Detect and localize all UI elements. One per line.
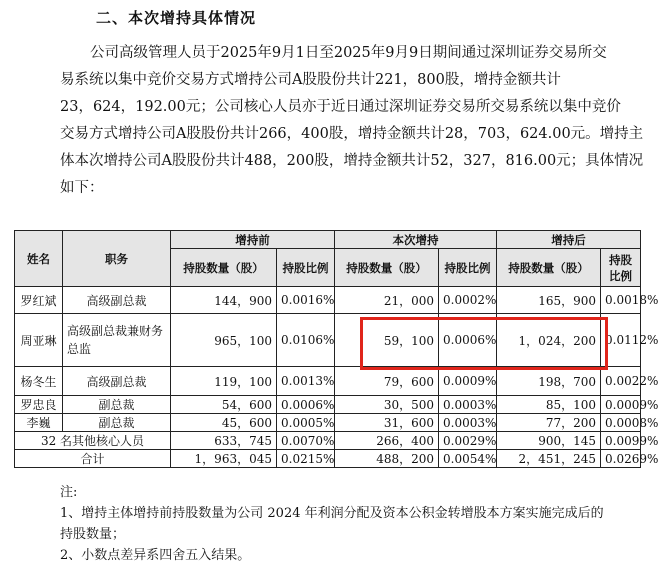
section-heading: 二、本次增持具体情况 (96, 9, 257, 27)
cell-position: 高级副总裁 (63, 287, 171, 314)
header-position: 职务 (63, 231, 171, 287)
paragraph-line: 体本次增持公司A股股份共计488，200股，增持金额共计52，327，816.00元；具体情况 (60, 153, 644, 169)
header-ratio: 持股比例 (439, 249, 497, 287)
header-ratio: 持股比例 (601, 249, 641, 287)
holdings-table (14, 230, 659, 468)
cell-after-shares: 2，451，245 (497, 450, 601, 468)
cell-after-ratio: 0.0022% (601, 367, 641, 396)
cell-before-ratio: 0.0005% (277, 414, 335, 432)
cell-before-ratio: 0.0016% (277, 287, 335, 314)
paragraph-line: 交易方式增持公司A股股份共计266，400股，增持金额共计28，703，624.00元。增持主 (60, 126, 644, 142)
cell-position: 副总裁 (63, 396, 171, 414)
cell-name: 李巍 (15, 414, 63, 432)
cell-before-shares: 1，963，045 (171, 450, 277, 468)
cell-before-ratio: 0.0013% (277, 367, 335, 396)
header-shares: 持股数量（股） (171, 249, 277, 287)
table-row-total (15, 450, 641, 468)
paragraph-line: 23，624，192.00元；公司核心人员亦于近日通过深圳证券交易所交易系统以集中竞价 (60, 99, 621, 115)
cell-core-label: 32 名其他核心人员 (15, 432, 171, 450)
cell-after-ratio: 0.0099% (601, 432, 641, 450)
cell-after-shares: 77，200 (497, 414, 601, 432)
cell-after-ratio: 0.0018% (601, 287, 641, 314)
cell-inc-shares: 31，600 (335, 414, 439, 432)
cell-before-ratio: 0.0106% (277, 314, 335, 367)
cell-after-shares: 198，700 (497, 367, 601, 396)
cell-after-ratio: 0.0112% (601, 314, 641, 367)
header-name: 姓名 (15, 231, 63, 287)
cell-position: 高级副总裁 (63, 367, 171, 396)
note-line-1-cont: 持股数量； (60, 527, 126, 542)
cell-inc-ratio: 0.0029% (439, 432, 497, 450)
cell-inc-ratio: 0.0003% (439, 396, 497, 414)
cell-name: 周亚琳 (15, 314, 63, 367)
cell-before-shares: 54，600 (171, 396, 277, 414)
table-row (15, 314, 641, 367)
cell-after-shares: 1，024，200 (497, 314, 601, 367)
body-paragraph (60, 40, 644, 202)
cell-before-shares: 144，900 (171, 287, 277, 314)
cell-inc-ratio: 0.0003% (439, 414, 497, 432)
paragraph-line: 如下： (60, 180, 104, 196)
cell-inc-ratio: 0.0009% (439, 367, 497, 396)
cell-inc-shares: 266，400 (335, 432, 439, 450)
cell-inc-ratio: 0.0002% (439, 287, 497, 314)
header-shares: 持股数量（股） (497, 249, 601, 287)
table-row (15, 287, 641, 314)
cell-name: 杨冬生 (15, 367, 63, 396)
cell-name: 罗忠良 (15, 396, 63, 414)
header-this-time: 本次增持 (335, 231, 497, 249)
cell-before-shares: 633，745 (171, 432, 277, 450)
cell-inc-ratio: 0.0006% (439, 314, 497, 367)
cell-after-shares: 900，145 (497, 432, 601, 450)
cell-after-ratio: 0.0008% (601, 414, 641, 432)
cell-after-ratio: 0.0009% (601, 396, 641, 414)
cell-position: 高级副总裁兼财务总监 (63, 314, 171, 367)
table-row (15, 414, 641, 432)
cell-before-ratio: 0.0215% (277, 450, 335, 468)
cell-before-shares: 119，100 (171, 367, 277, 396)
header-before: 增持前 (171, 231, 335, 249)
note-line-1: 1、增持主体增持前持股数量为公司 2024 年利润分配及资本公积金转增股本方案实施完成后的 (60, 506, 604, 521)
table-row (15, 367, 641, 396)
cell-name: 罗红斌 (15, 287, 63, 314)
header-after: 增持后 (497, 231, 641, 249)
paragraph-line: 易系统以集中竞价交易方式增持公司A股股份共计221，800股，增持金额共计 (60, 72, 561, 88)
notes-section (60, 482, 640, 566)
cell-inc-shares: 79，600 (335, 367, 439, 396)
cell-inc-shares: 59，100 (335, 314, 439, 367)
cell-inc-shares: 21，000 (335, 287, 439, 314)
header-ratio: 持股比例 (277, 249, 335, 287)
cell-position: 副总裁 (63, 414, 171, 432)
cell-before-shares: 45，600 (171, 414, 277, 432)
header-shares: 持股数量（股） (335, 249, 439, 287)
cell-inc-shares: 30，500 (335, 396, 439, 414)
cell-inc-ratio: 0.0054% (439, 450, 497, 468)
cell-after-shares: 165，900 (497, 287, 601, 314)
cell-after-ratio: 0.0269% (601, 450, 641, 468)
paragraph-line: 公司高级管理人员于2025年9月1日至2025年9月9日期间通过深圳证券交易所交 (90, 45, 607, 61)
note-line-2: 2、小数点差异系四舍五入结果。 (60, 548, 251, 563)
table-row-core-staff (15, 432, 641, 450)
cell-after-shares: 85，100 (497, 396, 601, 414)
table-row (15, 396, 641, 414)
cell-before-ratio: 0.0006% (277, 396, 335, 414)
cell-before-ratio: 0.0070% (277, 432, 335, 450)
cell-before-shares: 965，100 (171, 314, 277, 367)
cell-inc-shares: 488，200 (335, 450, 439, 468)
notes-title: 注: (60, 485, 78, 500)
cell-total-label: 合计 (15, 450, 171, 468)
